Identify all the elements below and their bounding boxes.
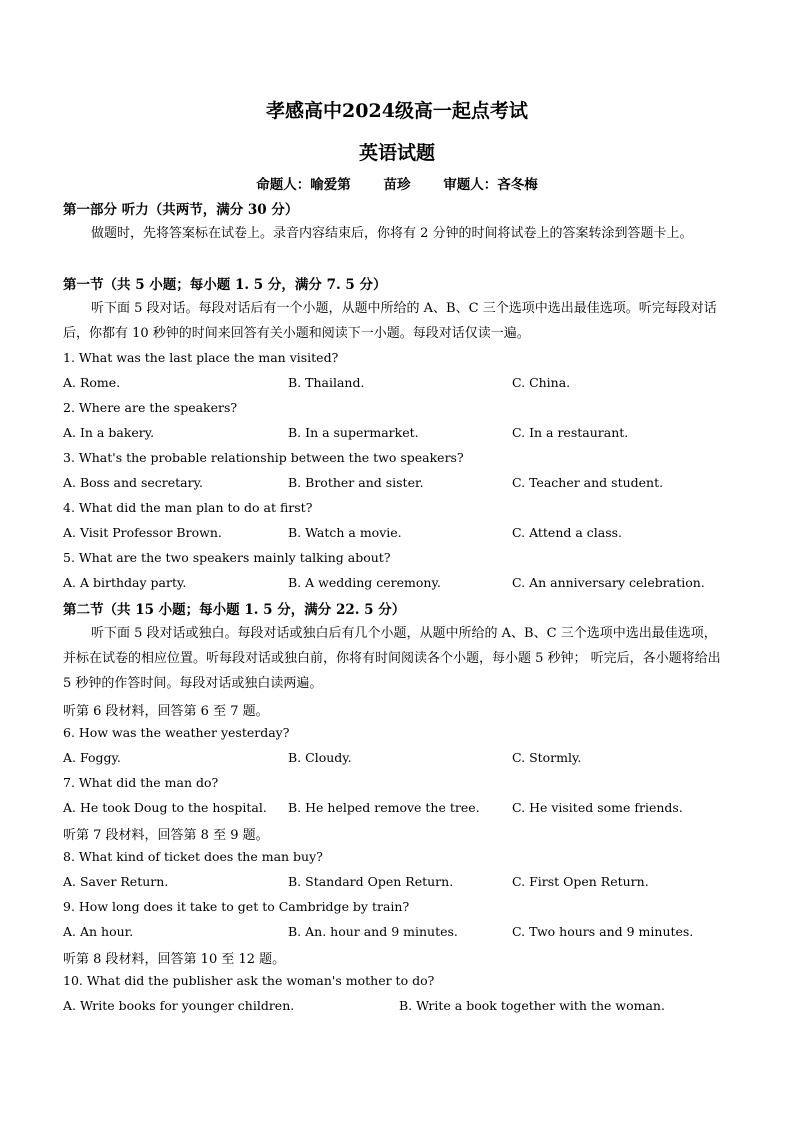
- section1-intro-text: 听下面 5 段对话。每段对话后有一个小题，从题中所给的 A、B、C 三个选项中选出最佳选项。听完每段对话后，你都有 10 秒钟的时间来回答有关小题和阅读下一小题。每段对话仅读一遍。: [63, 301, 717, 341]
- part1-intro: [63, 221, 727, 246]
- q4-option-c[interactable]: C. Attend a class.: [512, 525, 623, 540]
- authors-line: [0, 173, 794, 193]
- q2-option-c[interactable]: C. In a restaurant.: [512, 425, 629, 440]
- setter-2: 苗珍: [383, 177, 411, 193]
- q10-option-a[interactable]: A. Write books for younger children.: [63, 998, 295, 1013]
- q1-option-c[interactable]: C. China.: [512, 375, 571, 390]
- question-2: 2. Where are the speakers?: [63, 400, 238, 415]
- q2-option-b[interactable]: B. In a supermarket.: [288, 425, 419, 440]
- q4-option-a[interactable]: A. Visit Professor Brown.: [63, 525, 222, 540]
- section2-intro-text: 听下面 5 段对话或独白。每段对话或独白后有几个小题，从题中所给的 A、B、C 三个选项中选出最佳选项，并标在试卷的相应位置。听每段对话或独白前，你将有时间阅读各个小题，每小题 5 秒钟； 听完后，各小题将给出 5 秒钟的作答时间。每段对话或独白读两遍。: [63, 626, 721, 691]
- question-5: 5. What are the two speakers mainly talking about?: [63, 550, 391, 565]
- q8-option-a[interactable]: A. Saver Return.: [63, 874, 169, 889]
- section2-heading: 第二节（共 15 小题；每小题 1. 5 分，满分 22. 5 分）: [63, 602, 406, 618]
- exam-subtitle: 英语试题: [358, 142, 435, 164]
- reviewer-label: 审题人：吝冬梅: [443, 177, 538, 193]
- question-6: 6. How was the weather yesterday?: [63, 725, 290, 740]
- setter-label: 命题人：喻爱第: [256, 177, 351, 193]
- question-8: 8. What kind of ticket does the man buy?: [63, 849, 323, 864]
- material-6-note: 听第 6 段材料，回答第 6 至 7 题。: [63, 704, 269, 719]
- q2-option-a[interactable]: A. In a bakery.: [63, 425, 155, 440]
- q9-option-a[interactable]: A. An hour.: [63, 924, 134, 939]
- q6-option-c[interactable]: C. Stormly.: [512, 750, 582, 765]
- q7-option-c[interactable]: C. He visited some friends.: [512, 800, 683, 815]
- q10-option-b[interactable]: B. Write a book together with the woman.: [399, 998, 665, 1013]
- part1-intro-text: 做题时，先将答案标在试卷上。录音内容结束后，你将有 2 分钟的时间将试卷上的答案转涂到答题卡上。: [91, 226, 693, 241]
- q8-option-b[interactable]: B. Standard Open Return.: [288, 874, 454, 889]
- question-7: 7. What did the man do?: [63, 775, 219, 790]
- q1-option-a[interactable]: A. Rome.: [63, 375, 121, 390]
- q5-option-c[interactable]: C. An anniversary celebration.: [512, 575, 705, 590]
- part1-heading: 第一部分 听力（共两节，满分 30 分）: [63, 202, 299, 218]
- question-10: 10. What did the publisher ask the woman's mother to do?: [63, 973, 435, 988]
- q7-option-a[interactable]: A. He took Doug to the hospital.: [63, 800, 267, 815]
- section1-intro: [63, 296, 727, 346]
- q4-option-b[interactable]: B. Watch a movie.: [288, 525, 402, 540]
- section2-intro: [63, 621, 727, 696]
- question-3: 3. What's the probable relationship between the two speakers?: [63, 450, 464, 465]
- material-8-note: 听第 8 段材料，回答第 10 至 12 题。: [63, 952, 286, 967]
- q3-option-c[interactable]: C. Teacher and student.: [512, 475, 664, 490]
- q3-option-b[interactable]: B. Brother and sister.: [288, 475, 424, 490]
- q6-option-a[interactable]: A. Foggy.: [63, 750, 121, 765]
- q9-option-b[interactable]: B. An. hour and 9 minutes.: [288, 924, 458, 939]
- section1-heading: 第一节（共 5 小题；每小题 1. 5 分，满分 7. 5 分）: [63, 277, 387, 293]
- q9-option-c[interactable]: C. Two hours and 9 minutes.: [512, 924, 694, 939]
- exam-title: 孝感高中2024级高一起点考试: [266, 100, 528, 122]
- q8-option-c[interactable]: C. First Open Return.: [512, 874, 649, 889]
- material-7-note: 听第 7 段材料，回答第 8 至 9 题。: [63, 828, 269, 843]
- q1-option-b[interactable]: B. Thailand.: [288, 375, 365, 390]
- q3-option-a[interactable]: A. Boss and secretary.: [63, 475, 203, 490]
- q5-option-a[interactable]: A. A birthday party.: [63, 575, 187, 590]
- q5-option-b[interactable]: B. A wedding ceremony.: [288, 575, 441, 590]
- q7-option-b[interactable]: B. He helped remove the tree.: [288, 800, 480, 815]
- question-4: 4. What did the man plan to do at first?: [63, 500, 313, 515]
- question-9: 9. How long does it take to get to Cambridge by train?: [63, 899, 410, 914]
- question-1: 1. What was the last place the man visited?: [63, 350, 339, 365]
- q6-option-b[interactable]: B. Cloudy.: [288, 750, 352, 765]
